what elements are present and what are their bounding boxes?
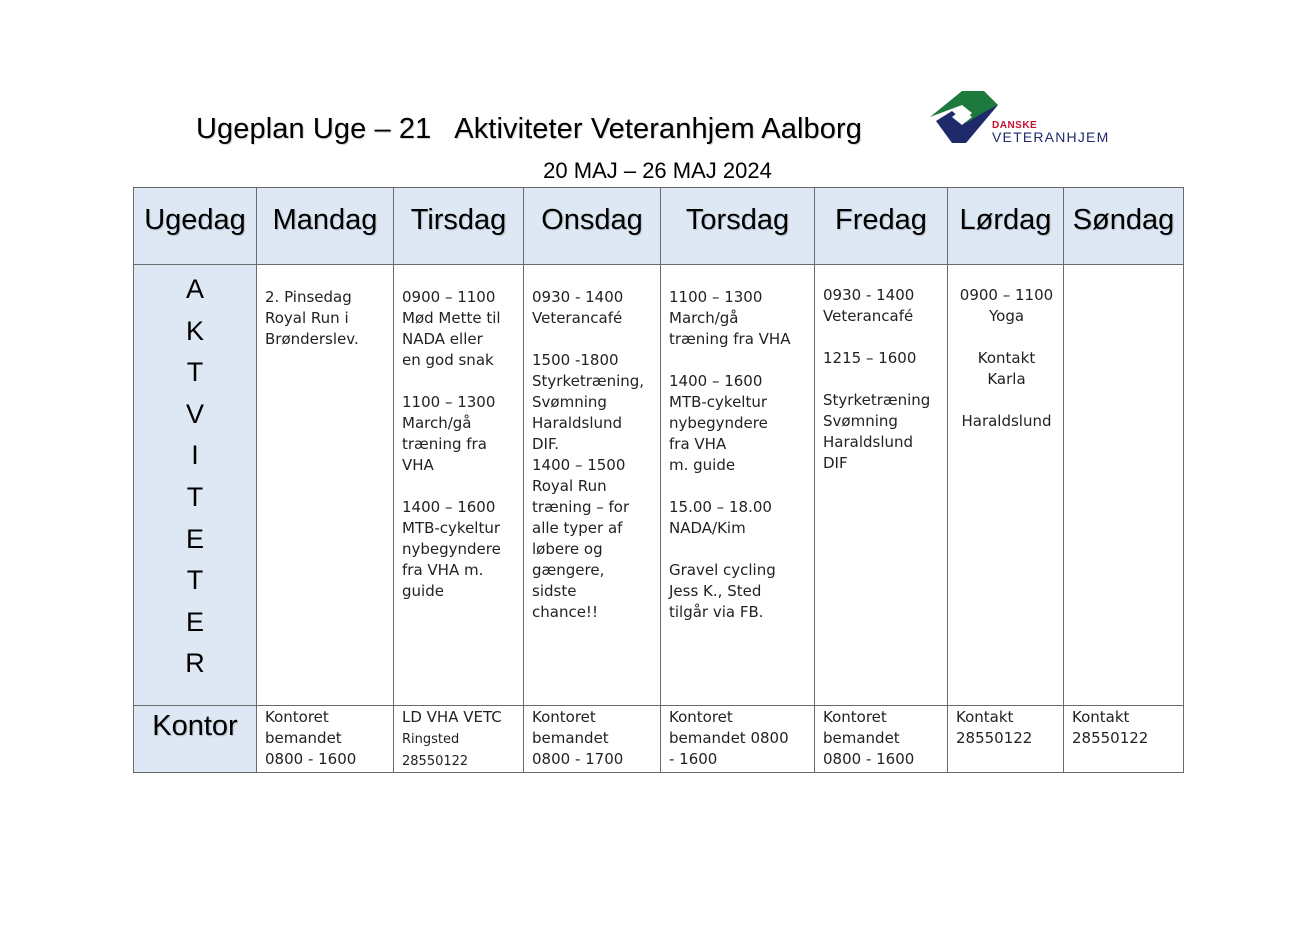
activity-cell-sondag — [1064, 265, 1183, 287]
column-header-tirsdag: Tirsdag — [394, 188, 524, 265]
kontor-cell-mandag: Kontoret bemandet 0800 - 1600 — [265, 708, 357, 768]
kontor-tirsdag-line1: LD VHA VETC — [402, 708, 502, 726]
column-header-mandag: Mandag — [257, 188, 394, 265]
kontor-row — [134, 706, 1184, 773]
column-header-lordag: Lørdag — [948, 188, 1064, 265]
activity-cell-tirsdag: 0900 – 1100 Mød Mette til NADA eller en god snak 1100 – 1300 March/gå træning fra VHA 1400 – 1600 MTB-cykeltur nybegyndere fra VHA m. guide — [402, 288, 501, 600]
activities-row-label — [134, 265, 257, 706]
activity-cell-lordag: 0900 – 1100 Yoga Kontakt Karla Haraldslund — [959, 286, 1054, 430]
activities-letter: V — [185, 398, 204, 429]
activity-cell-onsdag: 0930 - 1400 Veterancafé 1500 -1800 Styrketræning, Svømning Haraldslund DIF. 1400 – 1500 Royal Run træning – for alle typer af løbere og gængere, sidste chance!! — [532, 288, 645, 621]
column-header-sondag: Søndag — [1064, 188, 1184, 265]
logo-text-danske: DANSKE — [992, 120, 1038, 131]
kontor-cell-fredag: Kontoret bemandet 0800 - 1600 — [823, 708, 915, 768]
activity-cell-mandag: 2. Pinsedag Royal Run i Brønderslev. — [265, 288, 359, 348]
page-title: Ugeplan Uge – 21 Aktiviteter Veteranhjem Aalborg — [196, 113, 862, 145]
logo-text-veteranhjem: VETERANHJEM — [992, 129, 1110, 145]
kontor-cell-sondag: Kontakt 28550122 — [1072, 708, 1149, 747]
activities-row — [134, 265, 1184, 706]
activities-letter: E — [185, 523, 204, 554]
activities-letter: E — [185, 606, 204, 637]
column-header-torsdag: Torsdag — [661, 188, 815, 265]
activity-cell-torsdag: 1100 – 1300 March/gå træning fra VHA 1400 – 1600 MTB-cykeltur nybegyndere fra VHA m. guide 15.00 – 18.00 NADA/Kim Gravel cycling Jess K., Sted tilgår via FB. — [669, 288, 791, 621]
activities-letter: K — [185, 315, 204, 346]
kontor-tirsdag-line2: Ringsted — [402, 732, 460, 747]
activities-letter: A — [185, 274, 204, 304]
logo — [926, 87, 1126, 151]
activities-letter: R — [185, 648, 205, 679]
activities-letter: T — [186, 481, 204, 512]
kontor-cell-torsdag: Kontoret bemandet 0800 - 1600 — [669, 708, 789, 768]
kontor-tirsdag-line3: 28550122 — [402, 754, 469, 769]
activities-letter: I — [191, 440, 199, 471]
column-header-onsdag: Onsdag — [524, 188, 661, 265]
column-header-fredag: Fredag — [815, 188, 948, 265]
activities-letter: T — [186, 357, 204, 388]
kontor-cell-lordag: Kontakt 28550122 — [956, 708, 1033, 747]
header-row — [134, 188, 1184, 265]
kontor-row-label: Kontor — [152, 710, 238, 742]
kontor-cell-tirsdag — [394, 706, 523, 772]
column-header-ugedag: Ugedag — [134, 188, 257, 265]
activity-cell-fredag: 0930 - 1400 Veterancafé 1215 – 1600 Styrketræning Svømning Haraldslund DIF — [823, 286, 931, 472]
date-range: 20 MAJ – 26 MAJ 2024 — [543, 158, 772, 183]
weekly-schedule-table — [133, 187, 1184, 773]
kontor-cell-onsdag: Kontoret bemandet 0800 - 1700 — [532, 708, 624, 768]
activities-letter: T — [186, 565, 204, 596]
